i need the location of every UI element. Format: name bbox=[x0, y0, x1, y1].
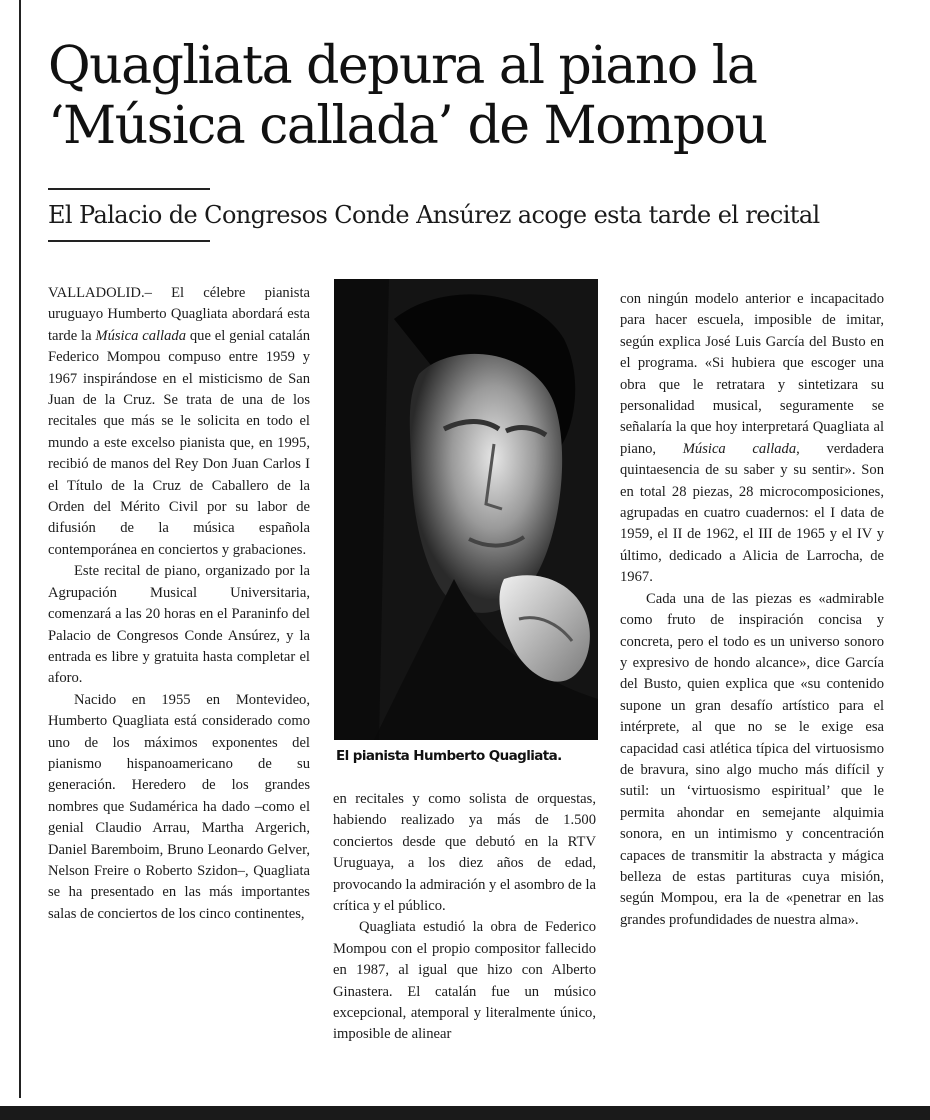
subheadline: El Palacio de Congresos Conde Ansúrez acoge esta tarde el recital bbox=[48, 201, 820, 229]
paragraph-text: , verdadera quintaesencia de su saber y su sentir». Son en total 28 piezas, 28 microcomposiciones, agrupadas en cuatro cuadernos: el I data de 1959, el II de 1962, el III de 1965 y el IV y último, dedicado a Alicia de Larrocha, de 1967. bbox=[620, 440, 884, 586]
paragraph-biography: Nacido en 1955 en Montevideo, Humberto Quagliata está considerado como uno de los máximos exponentes del pianismo hispanoamericano de su generación. Heredero de los grandes nombres que Sudamérica ha dado –como el genial Claudio Arrau, Martha Argerich, Daniel Baremboim, Bruno Leonardo Gelver, Nelson Freire o Roberto Szidon–, Quagliata se ha presentado en las más importantes salas de conciertos de los cinco continentes, bbox=[48, 691, 310, 922]
pianist-portrait-image bbox=[334, 279, 598, 740]
paragraph-mompou: Quagliata estudió la obra de Federico Mompou con el propio compositor fallecido en 1987, al igual que hizo con Alberto Ginastera. El catalán fue un músico excepcional, atemporal y literalmente único, imposible de alinear bbox=[333, 919, 596, 1043]
paragraph-text: con ningún modelo anterior e incapacitado para hacer escuela, imposible de imitar, según explica José Luis García del Busto en el programa. «Si hubiera que escoger una obra que le retratara y sintetizara su personalidad musical, seguramente se señalaría la que hoy interpretará Quagliata al piano, bbox=[620, 291, 884, 457]
subhead-top-rule bbox=[48, 188, 210, 190]
article-column-1 bbox=[48, 283, 310, 925]
pianist-photo bbox=[334, 279, 598, 740]
headline-line-2: ‘Música callada’ de Mompou bbox=[48, 96, 767, 156]
paragraph-program-note bbox=[620, 289, 884, 589]
headline bbox=[48, 36, 908, 156]
paragraph-text: que el genial catalán Federico Mompou compuso entre 1959 y 1967 inspirándose en el misticismo de San Juan de la Cruz. Se trata de una de los recitales que más se le solicita en todo el mundo a este excelso pianista que, en 1995, recibió de manos del Rey Don Juan Carlos I el Título de la Cruz de Caballero de la Orden del Mérito Civil por su labor de difusión de la música española contemporánea en conciertos y grabaciones. bbox=[48, 327, 310, 558]
paragraph-pieces: Cada una de las piezas es «admirable como fruto de inspiración concisa y concreta, pero el todo es un universo sonoro y expresivo de hondo alcance», dice García del Busto, quien explica que «su contenido supone un gran desafío artístico para el intérprete, al que no se le exige esa capacidad casi atlética típica del virtuosismo de bravura, sino algo mucho más difícil y sutil: un ‘virtuosismo espiritual’ que le permita ahondar en semejante alquimia sonora, en un intimismo y concentración capaces de transmitir la abstracta y mágica belleza de estas partituras cuya misión, según Mompou, era la de «penetrar en las grandes profundidades de nuestra alma». bbox=[620, 590, 884, 928]
subhead-bottom-rule bbox=[48, 240, 210, 242]
work-title: Música callada bbox=[682, 440, 797, 457]
paragraph-text: VALLADOLID.– El célebre pianista uruguayo Humberto Quagliata abordará esta tarde la bbox=[48, 285, 310, 344]
bottom-rule bbox=[0, 1106, 930, 1120]
article-column-2 bbox=[333, 789, 596, 1046]
article-column-3 bbox=[620, 289, 884, 931]
left-column-rule bbox=[19, 0, 21, 1098]
photo-caption: El pianista Humberto Quagliata. bbox=[336, 748, 562, 764]
paragraph-recital: Este recital de piano, organizado por la Agrupación Musical Universitaria, comenzará a las 20 horas en el Paraninfo del Palacio de Congresos Conde Ansúrez, y la entrada es libre y gratuita hasta completar el aforo. bbox=[48, 563, 310, 687]
work-title: Música callada bbox=[95, 327, 186, 344]
headline-line-1: Quagliata depura al piano la bbox=[48, 36, 757, 96]
paragraph-career: en recitales y como solista de orquestas, habiendo realizado ya más de 1.500 conciertos desde que debutó en la RTV Uruguaya, a los diez años de edad, provocando la admiración y el asombro de la crítica y el público. bbox=[333, 791, 597, 915]
paragraph-opening bbox=[48, 283, 310, 561]
